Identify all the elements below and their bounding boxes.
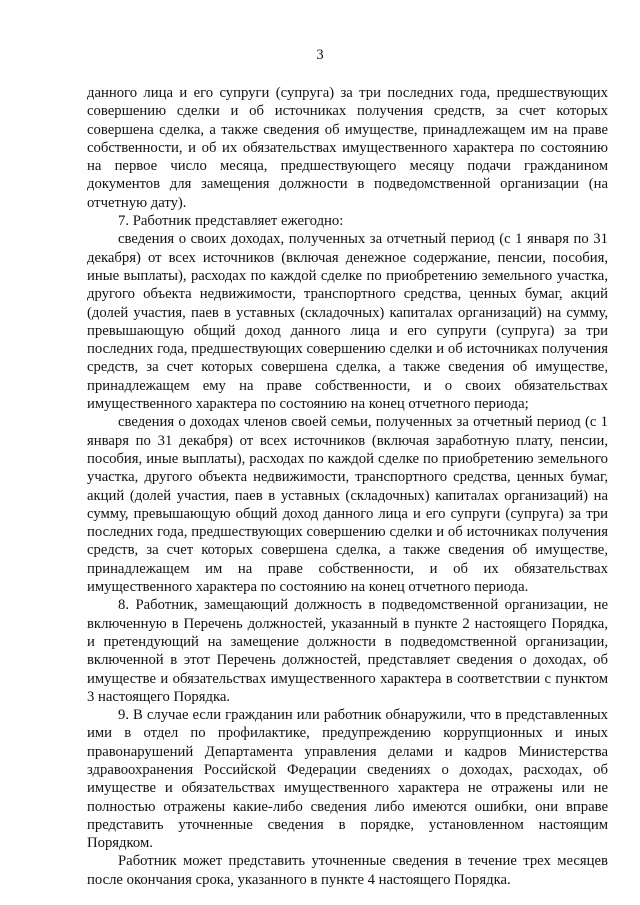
paragraph-item-7-heading: 7. Работник представляет ежегодно: [118, 213, 344, 230]
paragraph-item-8: 8. Работник, замещающий должность в подведомственной организации, не включенную в Перечень должностей, указанный в пункте 2 настоящего Порядка, и претендующий на замещение должности в подведомственной организации, включенной в этот Перечень должностей, представляет сведения о доходах, об имуществе и обязательствах имущественного характера в соответствии с пунктом 3 настоящего Порядка. [87, 597, 608, 705]
paragraph-continuation: данного лица и его супруги (супруга) за три последних года, предшествующих совершению сделки и об источниках получения средств, за счет которых совершена сделка, а также сведения об имуществе, принадлежащем им на праве собственности, и об их обязательствах имущественного характера по состоянию на первое число месяца, предшествующего месяцу подачи гражданином документов для замещения должности в подведомственной организации (на отчетную дату). [87, 85, 608, 211]
document-body [87, 84, 608, 889]
paragraph-family-income: сведения о доходах членов своей семьи, полученных за отчетный период (с 1 января по 31 декабря) от всех источников (включая заработную плату, пенсии, пособия, иные выплаты), расходах по каждой сделке по приобретению земельного участка, другого объекта недвижимости, транспортного средства, ценных бумаг, акций (долей участия, паев в уставных (складочных) капиталах организаций) на сумму, превышающую общий доход данного лица и его супруги (супруга) за три последних года, предшествующих совершению сделки и об источниках получения средств, за счет которых совершена сделка, а также сведения об имуществе, принадлежащем им на праве собственности, и об их обязательствах имущественного характера по состоянию на конец отчетного периода. [87, 414, 608, 596]
paragraph-clarified-info: Работник может представить уточненные сведения в течение трех месяцев после окончания срока, указанного в пункте 4 настоящего Порядка. [87, 853, 608, 888]
paragraph-own-income: сведения о своих доходах, полученных за отчетный период (с 1 января по 31 декабря) от всех источников (включая денежное содержание, пенсии, пособия, иные выплаты), расходах по каждой сделке по приобретению земельного участка, другого объекта недвижимости, транспортного средства, ценных бумаг, акций (долей участия, паев в уставных (складочных) капиталах организаций) на сумму, превышающую общий доход данного лица и его супруги (супруга) за три последних года, предшествующих совершению сделки и об источниках получения средств, за счет которых совершена сделка, а также сведения об имуществе, принадлежащем ему на праве собственности, и о своих обязательствах имущественного характера по состоянию на конец отчетного периода; [87, 231, 608, 413]
paragraph-item-9: 9. В случае если гражданин или работник обнаружили, что в представленных ими в отдел по профилактике, предупреждению коррупционных и иных правонарушений Департамента управления делами и кадров Министерства здравоохранения Российской Федерации сведениях о доходах, расходах, об имуществе и обязательствах имущественного характера не отражены или не полностью отражены какие-либо сведения либо имеются ошибки, они вправе представить уточненные сведения в порядке, установленном настоящим Порядком. [87, 707, 608, 852]
page-number: 3 [316, 47, 324, 63]
